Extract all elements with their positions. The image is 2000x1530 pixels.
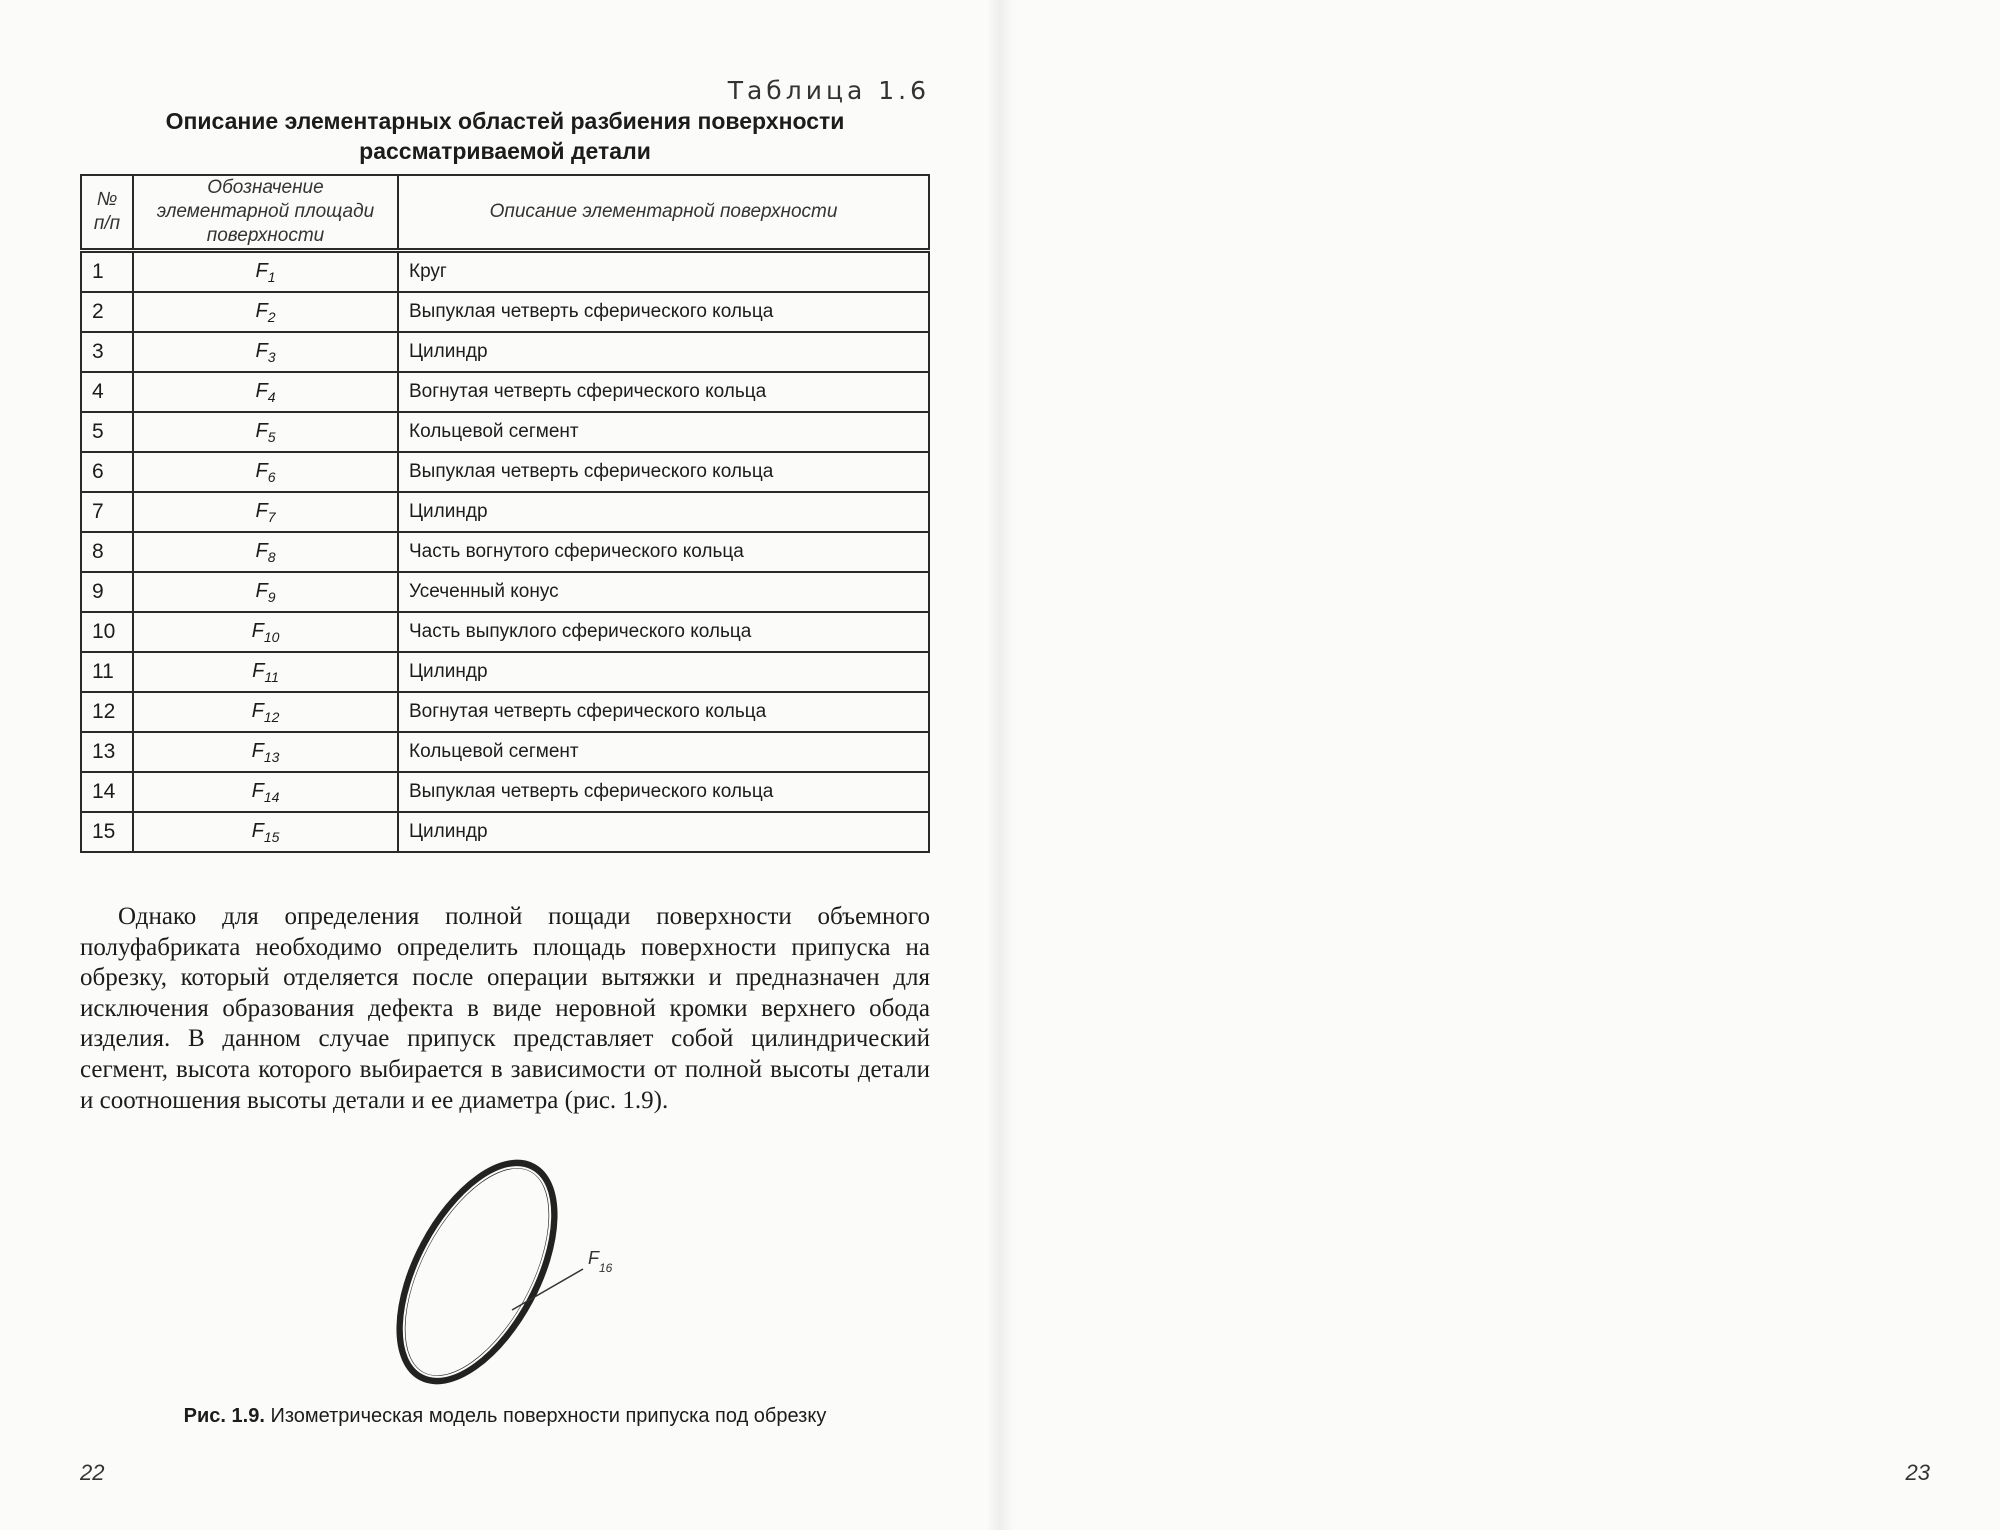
row-description: Выпуклая четверть сферического кольца	[398, 292, 929, 332]
designation-letter: F	[255, 539, 268, 562]
designation-index: 10	[263, 628, 280, 645]
row-description: Цилиндр	[398, 812, 929, 852]
header-description: Описание элементарной поверхности	[398, 175, 929, 251]
designation-index: 9	[267, 588, 276, 605]
designation-index: 2	[267, 308, 276, 325]
designation-index: 7	[267, 508, 276, 525]
row-description: Усеченный конус	[398, 572, 929, 612]
table-header-row	[81, 175, 929, 251]
row-designation	[133, 572, 398, 612]
ring-outer-stroke	[370, 1140, 585, 1404]
table-row	[81, 532, 929, 572]
designation-letter: F	[255, 579, 268, 602]
row-description: Цилиндр	[398, 332, 929, 372]
table-row	[81, 612, 929, 652]
page-number-left: 22	[80, 1460, 105, 1485]
row-designation	[133, 732, 398, 772]
table-title-line-1: Описание элементарных областей разбиения поверхности	[165, 108, 845, 134]
designation-index: 12	[263, 708, 280, 725]
designation-index: 4	[267, 388, 276, 405]
row-designation	[133, 532, 398, 572]
table-label: Таблица 1.6	[727, 76, 930, 105]
designation-letter: F	[255, 379, 268, 402]
leader-line	[512, 1269, 583, 1310]
row-number: 14	[81, 772, 133, 812]
row-description: Вогнутая четверть сферического кольца	[398, 372, 929, 412]
designation-index: 5	[267, 428, 276, 445]
table-row	[81, 732, 929, 772]
designation-index: 1	[267, 268, 276, 285]
table-title-line-2: рассматриваемой детали	[359, 138, 651, 164]
row-description: Круг	[398, 251, 929, 293]
right-page	[1000, 0, 2000, 1530]
designation-letter: F	[251, 619, 264, 642]
designation-index: 15	[263, 828, 280, 845]
row-number: 10	[81, 612, 133, 652]
caption-label: Рис. 1.9.	[183, 1405, 265, 1427]
row-number: 11	[81, 652, 133, 692]
row-number: 1	[81, 251, 133, 293]
row-number: 6	[81, 452, 133, 492]
row-description: Кольцевой сегмент	[398, 732, 929, 772]
table-row	[81, 692, 929, 732]
figure-label: F	[588, 1248, 599, 1268]
row-designation	[133, 492, 398, 532]
row-designation	[133, 372, 398, 412]
page-number-right: 23	[1905, 1460, 1930, 1485]
designation-letter: F	[255, 459, 268, 482]
designation-letter: F	[255, 259, 268, 282]
table-row	[81, 772, 929, 812]
row-description: Цилиндр	[398, 652, 929, 692]
row-number: 15	[81, 812, 133, 852]
row-designation	[133, 292, 398, 332]
table-row	[81, 452, 929, 492]
row-number: 7	[81, 492, 133, 532]
row-description: Цилиндр	[398, 492, 929, 532]
figure-label-sub: 16	[599, 1261, 613, 1275]
table-row	[81, 652, 929, 692]
row-description: Кольцевой сегмент	[398, 412, 929, 452]
table-row	[81, 492, 929, 532]
row-description: Часть выпуклого сферического кольца	[398, 612, 929, 652]
left-paragraph: Однако для определения полной пощади поверхности объемного полуфабриката необходимо определить площадь поверхности припуска на обрезку, который отделяется после операции вытяжки и предназначен для исключения образования дефекта в виде неровной кромки верхнего обода изделия. В данном случае припуск представляет собой цилиндрический сегмент, высота которого выбирается в зависимости от полной высоты детали и соотношения высоты детали и ее диаметра (рис. 1.9).	[80, 903, 930, 1114]
row-designation	[133, 692, 398, 732]
surface-table	[80, 174, 930, 853]
designation-letter: F	[251, 739, 264, 762]
row-number: 2	[81, 292, 133, 332]
header-number: № п/п	[81, 175, 133, 251]
row-number: 9	[81, 572, 133, 612]
designation-letter: F	[251, 779, 264, 802]
row-number: 5	[81, 412, 133, 452]
designation-index: 13	[263, 748, 280, 765]
row-description: Вогнутая четверть сферического кольца	[398, 692, 929, 732]
table-title	[80, 106, 930, 166]
row-designation	[133, 812, 398, 852]
row-designation	[133, 412, 398, 452]
table-row	[81, 332, 929, 372]
figure-label-f16	[588, 1248, 613, 1275]
row-description: Часть вогнутого сферического кольца	[398, 532, 929, 572]
row-description: Выпуклая четверть сферического кольца	[398, 772, 929, 812]
row-designation	[133, 772, 398, 812]
row-designation	[133, 251, 398, 293]
header-designation: Обозначение элементарной площади поверхности	[133, 175, 398, 251]
table-row	[81, 812, 929, 852]
designation-letter: F	[255, 419, 268, 442]
designation-index: 8	[267, 548, 276, 565]
row-designation	[133, 652, 398, 692]
designation-letter: F	[252, 659, 265, 682]
designation-letter: F	[255, 339, 268, 362]
row-number: 4	[81, 372, 133, 412]
row-designation	[133, 332, 398, 372]
table-row	[81, 372, 929, 412]
row-designation	[133, 452, 398, 492]
table-row	[81, 412, 929, 452]
designation-letter: F	[255, 499, 268, 522]
row-number: 3	[81, 332, 133, 372]
designation-index: 14	[263, 788, 280, 805]
figure-caption	[80, 1405, 930, 1428]
caption-text: Изометрическая модель поверхности припуска под обрезку	[264, 1405, 827, 1427]
table-row	[81, 292, 929, 332]
designation-letter: F	[255, 299, 268, 322]
row-designation	[133, 612, 398, 652]
row-number: 12	[81, 692, 133, 732]
ring-inner-highlight	[374, 1144, 581, 1400]
designation-letter: F	[251, 699, 264, 722]
table-body	[81, 251, 929, 853]
row-number: 8	[81, 532, 133, 572]
designation-index: 3	[267, 348, 276, 365]
table-row	[81, 572, 929, 612]
designation-index: 6	[267, 468, 276, 485]
row-description: Выпуклая четверть сферического кольца	[398, 452, 929, 492]
row-number: 13	[81, 732, 133, 772]
designation-index: 11	[264, 668, 279, 685]
table-row	[81, 251, 929, 293]
designation-letter: F	[251, 819, 264, 842]
